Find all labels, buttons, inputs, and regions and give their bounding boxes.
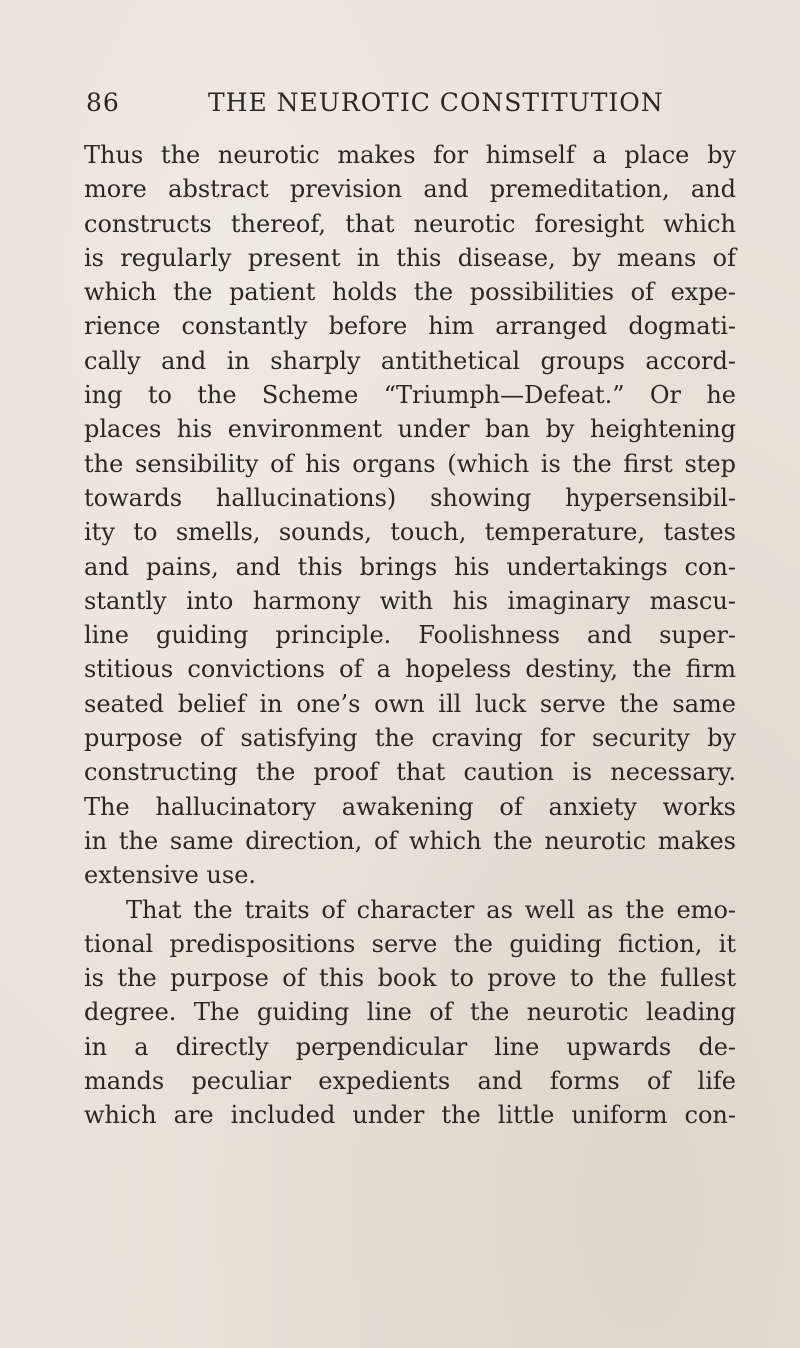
text-line: is regularly present in this disease, by means of	[84, 243, 736, 272]
text-line: ity to smells, sounds, touch, temperature, tastes	[84, 518, 736, 547]
running-head: THE NEUROTIC CONSTITUTION	[208, 88, 664, 117]
text-line: mands peculiar expedients and forms of life	[84, 1067, 736, 1096]
text-line: stantly into harmony with his imaginary mascu-	[84, 586, 736, 615]
text-line: and pains, and this brings his undertakings con-	[84, 552, 736, 581]
text-line: degree. The guiding line of the neurotic leading	[84, 998, 736, 1027]
text-line: constructing the proof that caution is necessary.	[84, 758, 736, 787]
page-header	[86, 88, 726, 122]
text-line: constructs thereof, that neurotic foresight which	[84, 209, 736, 238]
text-line: in a directly perpendicular line upwards de-	[84, 1032, 736, 1061]
text-line: Thus the neurotic makes for himself a place by	[84, 141, 736, 169]
text-line: more abstract prevision and premeditation, and	[84, 175, 736, 204]
text-line: towards hallucinations) showing hypersensibil-	[84, 483, 736, 512]
text-line: the sensibility of his organs (which is the first step	[84, 449, 736, 478]
text-line: seated belief in one’s own ill luck serve the same	[84, 689, 736, 718]
text-line: stitious convictions of a hopeless destiny, the firm	[84, 655, 736, 684]
body-text	[84, 138, 736, 1133]
text-line: That the traits of character as well as the emo-	[126, 895, 736, 924]
page-number: 86	[86, 88, 120, 117]
text-line: tional predispositions serve the guiding fiction, it	[84, 929, 736, 958]
text-line: ing to the Scheme “Triumph—Defeat.” Or he	[84, 381, 736, 410]
text-line: places his environment under ban by heightening	[84, 415, 736, 444]
text-line: line guiding principle. Foolishness and super-	[84, 621, 736, 650]
text-line: which are included under the little uniform con-	[84, 1101, 736, 1130]
text-line: is the purpose of this book to prove to the fullest	[84, 964, 736, 993]
text-line: in the same direction, of which the neurotic makes	[84, 826, 736, 855]
text-line: The hallucinatory awakening of anxiety works	[84, 792, 736, 821]
text-line: rience constantly before him arranged dogmati-	[84, 312, 736, 341]
text-line: purpose of satisfying the craving for security by	[84, 724, 736, 753]
text-line: which the patient holds the possibilities of expe-	[84, 278, 736, 307]
text-line: extensive use.	[84, 861, 257, 890]
text-line: cally and in sharply antithetical groups accord-	[84, 346, 736, 375]
